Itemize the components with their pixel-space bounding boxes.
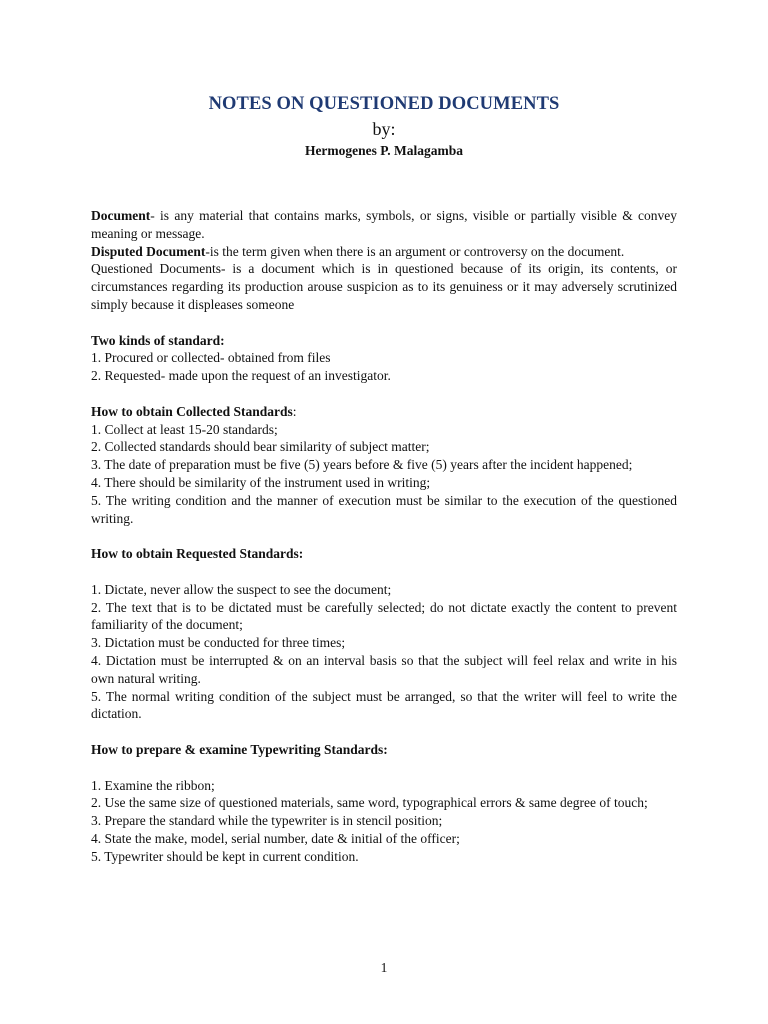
spacer — [91, 314, 677, 332]
spacer — [91, 759, 677, 777]
heading-two-kinds: Two kinds of standard: — [91, 332, 225, 348]
list-item: 3. The date of preparation must be five (5) years before & five (5) years after the incident happened; — [91, 457, 633, 473]
spacer — [91, 563, 677, 581]
heading-collected-colon: : — [292, 403, 297, 419]
definition-document-text: - is any material that contains marks, symbols, or signs, visible or partially visible & convey meaning or message. — [91, 208, 677, 241]
list-item: 1. Examine the ribbon; — [91, 777, 215, 793]
list-item: 2. Use the same size of questioned materials, same word, typographical errors & same degree of touch; — [91, 795, 648, 811]
list-item: 1. Dictate, never allow the suspect to see the document; — [91, 581, 392, 597]
spacer — [91, 527, 677, 545]
list-item: 1. Collect at least 15-20 standards; — [91, 421, 278, 437]
document-page — [91, 0, 677, 1024]
term-disputed-document: Disputed Document — [91, 243, 206, 259]
byline-label: by: — [372, 119, 396, 139]
list-item: 3. Prepare the standard while the typewriter is in stencil position; — [91, 813, 443, 829]
list-item: 3. Dictation must be conducted for three times; — [91, 635, 346, 651]
definition-questioned: Questioned Documents- is a document which is in questioned because of its origin, its contents, or circumstances regarding its production arouse suspicion as to its genuiness or it may adversely scrutinized simply because it displeases someone — [91, 261, 677, 312]
list-item: 2. Requested- made upon the request of an investigator. — [91, 368, 391, 384]
heading-collected — [91, 403, 677, 421]
author-name: Hermogenes P. Malagamba — [304, 143, 464, 158]
definition-disputed-text: -is the term given when there is an argument or controversy on the document. — [205, 243, 625, 259]
term-document: Document — [91, 208, 151, 223]
list-item: 1. Procured or collected- obtained from files — [91, 350, 331, 366]
list-item: 5. The writing condition and the manner of execution must be similar to the execution of the questioned writing. — [91, 492, 677, 526]
list-item: 5. The normal writing condition of the subject must be arranged, so that the writer will feel to write the dictation. — [91, 688, 677, 722]
list-item: 2. Collected standards should bear similarity of subject matter; — [91, 439, 430, 455]
definition-document — [91, 207, 677, 243]
heading-typewriting: How to prepare & examine Typewriting Standards: — [91, 741, 388, 757]
spacer — [91, 385, 677, 403]
document-title: NOTES ON QUESTIONED DOCUMENTS — [208, 94, 560, 114]
list-item: 4. Dictation must be interrupted & on an interval basis so that the subject will feel relax and write in his own natural writing. — [91, 652, 677, 686]
list-item: 4. State the make, model, serial number, date & initial of the officer; — [91, 830, 460, 846]
list-item: 4. There should be similarity of the instrument used in writing; — [91, 474, 431, 490]
list-item: 2. The text that is to be dictated must be carefully selected; do not dictate exactly the content to prevent familiarity of the document; — [91, 599, 677, 633]
definition-disputed — [91, 243, 677, 261]
heading-collected-label: How to obtain Collected Standards — [91, 403, 293, 419]
page-number: 1 — [380, 960, 388, 975]
list-item: 5. Typewriter should be kept in current condition. — [91, 848, 359, 864]
spacer — [91, 723, 677, 741]
document-body — [91, 207, 677, 865]
heading-requested: How to obtain Requested Standards: — [91, 546, 304, 562]
